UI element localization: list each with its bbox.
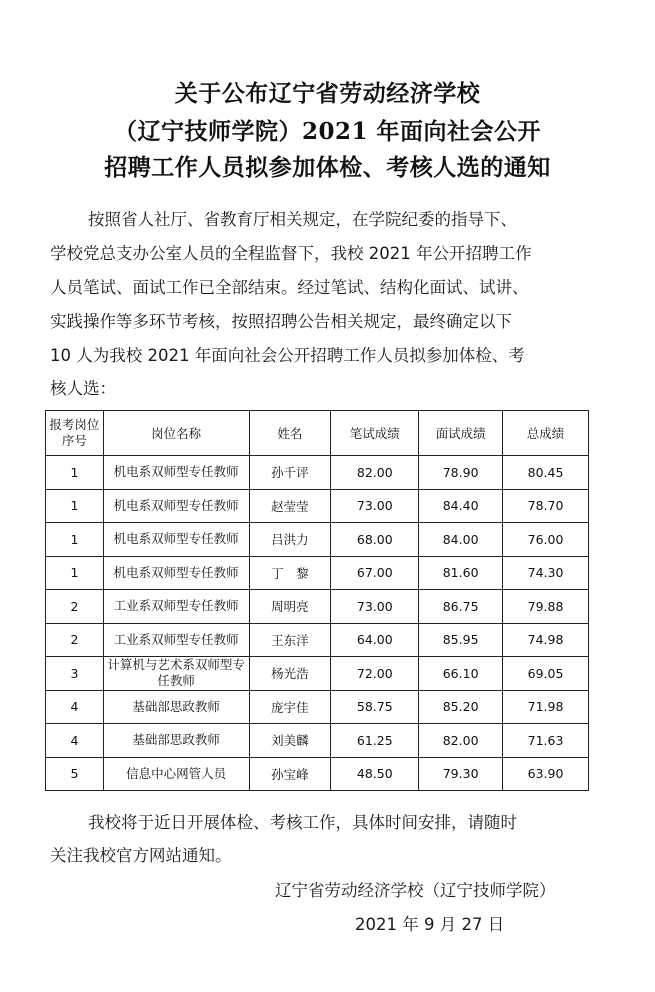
- cell-total-score: 63.90: [503, 757, 589, 791]
- signature-date: 2021 年 9 月 27 日: [355, 915, 505, 934]
- cell-name: 吕洪力: [249, 523, 331, 557]
- cell-position-no: 1: [46, 523, 104, 557]
- cell-interview-score: 84.00: [419, 523, 503, 557]
- cell-position-no: 1: [46, 456, 104, 490]
- cell-name: 孙千评: [249, 456, 331, 490]
- cell-interview-score: 85.95: [419, 623, 503, 657]
- cell-position-no: 1: [46, 489, 104, 523]
- cell-total-score: 69.05: [503, 657, 589, 691]
- table-row: [46, 623, 589, 657]
- cell-name: 刘美麟: [249, 724, 331, 758]
- table-row: [46, 757, 589, 791]
- closing-line: 关注我校官方网站通知。: [50, 846, 232, 865]
- cell-position-name: 计算机与艺术系双师型专任教师: [103, 657, 249, 691]
- cell-total-score: 78.70: [503, 489, 589, 523]
- cell-name: 孙宝峰: [249, 757, 331, 791]
- table-row: [46, 657, 589, 691]
- cell-written-score: 61.25: [331, 724, 419, 758]
- cell-interview-score: 78.90: [419, 456, 503, 490]
- cell-position-name: 基础部思政教师: [103, 690, 249, 724]
- title-line-3: 招聘工作人员拟参加体检、考核人选的通知: [104, 154, 551, 181]
- cell-position-no: 1: [46, 556, 104, 590]
- closing-line: 我校将于近日开展体检、考核工作，具体时间安排，请随时: [88, 813, 517, 832]
- cell-name: 杨光浩: [249, 657, 331, 691]
- cell-position-no: 5: [46, 757, 104, 791]
- cell-position-no: 4: [46, 724, 104, 758]
- signature-org: 辽宁省劳动经济学校（辽宁技师学院）: [275, 881, 556, 900]
- candidates-table: [45, 410, 589, 791]
- cell-position-name: 工业系双师型专任教师: [103, 590, 249, 624]
- cell-interview-score: 86.75: [419, 590, 503, 624]
- header-written-score: 笔试成绩: [331, 411, 419, 456]
- intro-line: 按照省人社厅、省教育厅相关规定，在学院纪委的指导下、: [88, 210, 517, 229]
- cell-position-name: 机电系双师型专任教师: [103, 556, 249, 590]
- cell-total-score: 80.45: [503, 456, 589, 490]
- cell-position-no: 2: [46, 590, 104, 624]
- table-row: [46, 590, 589, 624]
- table-header-row: [46, 411, 589, 456]
- cell-written-score: 64.00: [331, 623, 419, 657]
- cell-written-score: 68.00: [331, 523, 419, 557]
- title-line-2: （辽宁技师学院）2021 年面向社会公开: [113, 118, 542, 145]
- cell-total-score: 71.63: [503, 724, 589, 758]
- header-position-name: 岗位名称: [103, 411, 249, 456]
- cell-interview-score: 84.40: [419, 489, 503, 523]
- table-row: [46, 556, 589, 590]
- cell-position-name: 信息中心网管人员: [103, 757, 249, 791]
- cell-position-name: 机电系双师型专任教师: [103, 523, 249, 557]
- cell-position-no: 2: [46, 623, 104, 657]
- intro-line: 实践操作等多环节考核，按照招聘公告相关规定，最终确定以下: [50, 312, 512, 331]
- cell-name: 周明亮: [249, 590, 331, 624]
- cell-total-score: 76.00: [503, 523, 589, 557]
- cell-position-name: 基础部思政教师: [103, 724, 249, 758]
- table-row: [46, 724, 589, 758]
- cell-position-name: 机电系双师型专任教师: [103, 489, 249, 523]
- table-row: [46, 690, 589, 724]
- header-interview-score: 面试成绩: [419, 411, 503, 456]
- cell-written-score: 73.00: [331, 590, 419, 624]
- cell-interview-score: 81.60: [419, 556, 503, 590]
- header-total-score: 总成绩: [503, 411, 589, 456]
- header-name: 姓名: [249, 411, 331, 456]
- cell-name: 丁 黎: [249, 556, 331, 590]
- cell-position-no: 4: [46, 690, 104, 724]
- cell-written-score: 67.00: [331, 556, 419, 590]
- cell-written-score: 73.00: [331, 489, 419, 523]
- cell-total-score: 79.88: [503, 590, 589, 624]
- header-position-no: 报考岗位序号: [46, 411, 104, 456]
- cell-position-name: 工业系双师型专任教师: [103, 623, 249, 657]
- intro-line: 学校党总支办公室人员的全程监督下，我校 2021 年公开招聘工作: [50, 244, 532, 263]
- cell-total-score: 71.98: [503, 690, 589, 724]
- cell-written-score: 58.75: [331, 690, 419, 724]
- cell-written-score: 48.50: [331, 757, 419, 791]
- cell-name: 王东洋: [249, 623, 331, 657]
- cell-position-name: 机电系双师型专任教师: [103, 456, 249, 490]
- cell-total-score: 74.98: [503, 623, 589, 657]
- cell-interview-score: 85.20: [419, 690, 503, 724]
- cell-position-no: 3: [46, 657, 104, 691]
- cell-total-score: 74.30: [503, 556, 589, 590]
- table-row: [46, 456, 589, 490]
- cell-interview-score: 66.10: [419, 657, 503, 691]
- cell-interview-score: 82.00: [419, 724, 503, 758]
- cell-interview-score: 79.30: [419, 757, 503, 791]
- intro-line: 人员笔试、面试工作已全部结束。经过笔试、结构化面试、试讲、: [50, 278, 529, 297]
- cell-written-score: 72.00: [331, 657, 419, 691]
- title-line-1: 关于公布辽宁省劳动经济学校: [174, 80, 481, 107]
- table-row: [46, 523, 589, 557]
- cell-name: 庞宇佳: [249, 690, 331, 724]
- cell-name: 赵莹莹: [249, 489, 331, 523]
- table-row: [46, 489, 589, 523]
- intro-line: 核人选：: [50, 379, 116, 398]
- cell-written-score: 82.00: [331, 456, 419, 490]
- intro-line: 10 人为我校 2021 年面向社会公开招聘工作人员拟参加体检、考: [50, 346, 525, 365]
